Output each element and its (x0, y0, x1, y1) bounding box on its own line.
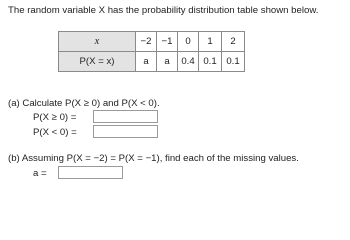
table-row-x (59, 32, 245, 52)
field-label-p-nonnegative: P(X ≥ 0) = (33, 112, 77, 123)
table-header-probability: P(X = x) (59, 52, 136, 72)
x-value: 1 (199, 32, 222, 52)
answer-input-p-negative[interactable] (93, 125, 158, 138)
probability-value: 0.4 (178, 52, 199, 72)
part-a-prompt: (a) Calculate P(X ≥ 0) and P(X < 0). (8, 98, 160, 109)
problem-intro: The random variable X has the probability distribution table shown below. (8, 5, 319, 16)
probability-value: 0.1 (222, 52, 245, 72)
field-label-p-negative: P(X < 0) = (33, 127, 77, 138)
probability-value: 0.1 (199, 52, 222, 72)
x-value: −2 (136, 32, 157, 52)
probability-value: a (136, 52, 157, 72)
distribution-table (58, 31, 245, 72)
probability-value: a (157, 52, 178, 72)
field-label-a: a = (33, 168, 47, 179)
table-row-probability (59, 52, 245, 72)
x-value: 2 (222, 32, 245, 52)
x-value: −1 (157, 32, 178, 52)
answer-input-a[interactable] (58, 166, 123, 179)
table-header-x: x (59, 32, 136, 52)
part-b-prompt: (b) Assuming P(X = −2) = P(X = −1), find each of the missing values. (8, 153, 299, 164)
answer-input-p-nonnegative[interactable] (93, 110, 158, 123)
x-value: 0 (178, 32, 199, 52)
